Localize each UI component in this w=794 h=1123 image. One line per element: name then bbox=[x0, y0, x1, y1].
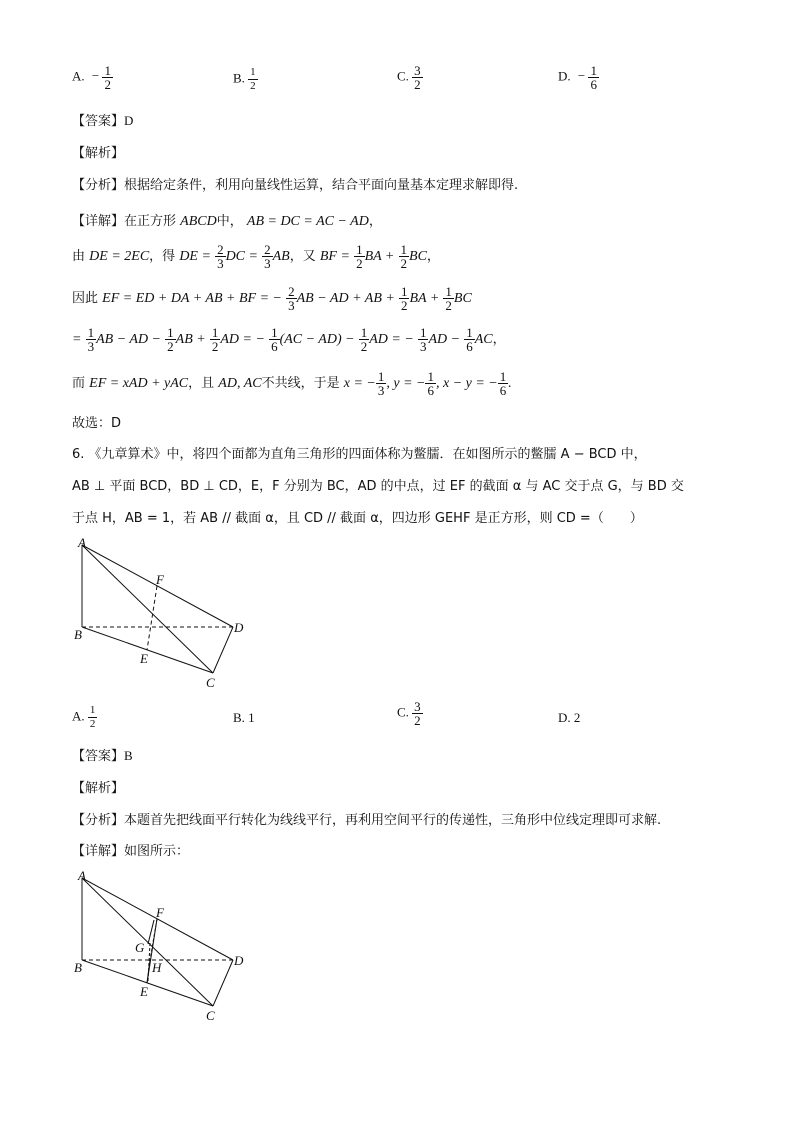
fraction: $\frac{1}{2}$ bbox=[250, 66, 256, 92]
q6-option-b[interactable]: B. 1 bbox=[233, 710, 255, 725]
q6-option-d[interactable]: D. 2 bbox=[558, 710, 581, 725]
label-b: B bbox=[74, 627, 82, 642]
q6-detail: 【详解】如图所示： bbox=[72, 844, 190, 859]
q6-analysis: 【分析】本题首先把线面平行转化为线线平行，再利用空间平行的传递性，三角形中位线定理即可求解. bbox=[72, 813, 662, 828]
label-f: F bbox=[156, 905, 164, 920]
fraction: $\frac{1}{2}$ bbox=[104, 63, 111, 92]
fraction: $\frac{1}{2}$ bbox=[89, 704, 96, 730]
q6-answer: 【答案】B bbox=[72, 748, 133, 764]
q5-option-b[interactable]: B. $\frac{1}{2}$ bbox=[233, 66, 256, 92]
label-e: E bbox=[140, 984, 148, 999]
fraction: $\frac{3}{2}$ bbox=[414, 63, 421, 92]
q6-analysis-title: 【解析】 bbox=[72, 781, 125, 796]
q6-stem-line1: 6. 《九章算术》中，将四个面都为直角三角形的四面体称为鳖臑．在如图所示的鳖臑 A − BCD 中， bbox=[72, 447, 647, 462]
q5-analysis-title: 【解析】 bbox=[72, 146, 125, 161]
q5-option-c[interactable]: C. $\frac{3}{2}$ bbox=[397, 63, 421, 92]
q5-choose: 故选：D bbox=[72, 416, 122, 431]
label-c: C bbox=[206, 1008, 215, 1023]
fraction: $\frac{1}{6}$ bbox=[590, 63, 597, 92]
q6-stem-line3: 于点 H，AB = 1，若 AB // 截面 α，且 CD // 截面 α，四边形 GEHF 是正方形，则 CD =（ ） bbox=[72, 511, 643, 526]
label-f: F bbox=[156, 572, 164, 587]
tetrahedron-figure-2 bbox=[70, 868, 260, 1023]
q5-option-d[interactable]: D. − $\frac{1}{6}$ bbox=[558, 63, 597, 92]
label-d: D bbox=[234, 953, 244, 968]
label-b: B bbox=[74, 960, 82, 975]
q5-detail-line2: 由 DE = 2EC，得 DE = $\frac{2}{3}$ DC = $\frac{2}{3}$ AB，又 BF = $\frac{1}{2}$ BA + $\frac{1}{2}$ BC， bbox=[72, 242, 440, 271]
q5-detail-line1: 【详解】在正方形 ABCD中， AB = DC = AC − AD， bbox=[72, 214, 382, 229]
q5-answer: 【答案】D bbox=[72, 113, 134, 129]
label-a: A bbox=[78, 535, 86, 550]
q6-option-c[interactable]: C. $\frac{3}{2}$ bbox=[397, 699, 421, 728]
tetrahedron-figure-1 bbox=[70, 535, 260, 690]
label-d: D bbox=[234, 620, 244, 635]
label-h: H bbox=[152, 960, 162, 975]
label-a: A bbox=[78, 868, 86, 883]
q5-detail-line4: = $\frac{1}{3}$ AB − AD − $\frac{1}{2}$ AB + $\frac{1}{2}$ AD = − $\frac{1}{6}$ (AC − AD) − $\frac{1}{2}$ AD = − $\frac{1}{3}$ AD − $\frac{1}{6}$ AC， bbox=[72, 325, 506, 354]
q5-analysis: 【分析】根据给定条件，利用向量线性运算，结合平面向量基本定理求解即得. bbox=[72, 178, 519, 193]
vector-expression: AB = DC = AC − AD bbox=[246, 214, 369, 229]
q5-option-a[interactable]: A. − $\frac{1}{2}$ bbox=[72, 63, 111, 92]
q5-detail-line3: 因此 EF = ED + DA + AB + BF = − $\frac{2}{3}$ AB − AD + AB + $\frac{1}{2}$ BA + $\frac{1}{2}$ BC bbox=[72, 284, 472, 313]
label-c: C bbox=[206, 675, 215, 690]
fraction: $\frac{3}{2}$ bbox=[414, 699, 421, 728]
q6-option-a[interactable]: A. $\frac{1}{2}$ bbox=[72, 704, 96, 730]
label-g: G bbox=[135, 940, 145, 955]
q6-stem-line2: AB ⊥ 平面 BCD，BD ⊥ CD，E，F 分别为 BC，AD 的中点，过 EF 的截面 α 与 AC 交于点 G，与 BD 交 bbox=[72, 479, 684, 494]
q5-detail-line5: 而 EF = xAD + yAC，且 AD, AC不共线，于是 x = − $\frac{1}{3}$ , y = − $\frac{1}{6}$ , x − y = − $\frac{1}{6}$ . bbox=[72, 369, 512, 398]
label-e: E bbox=[140, 651, 148, 666]
